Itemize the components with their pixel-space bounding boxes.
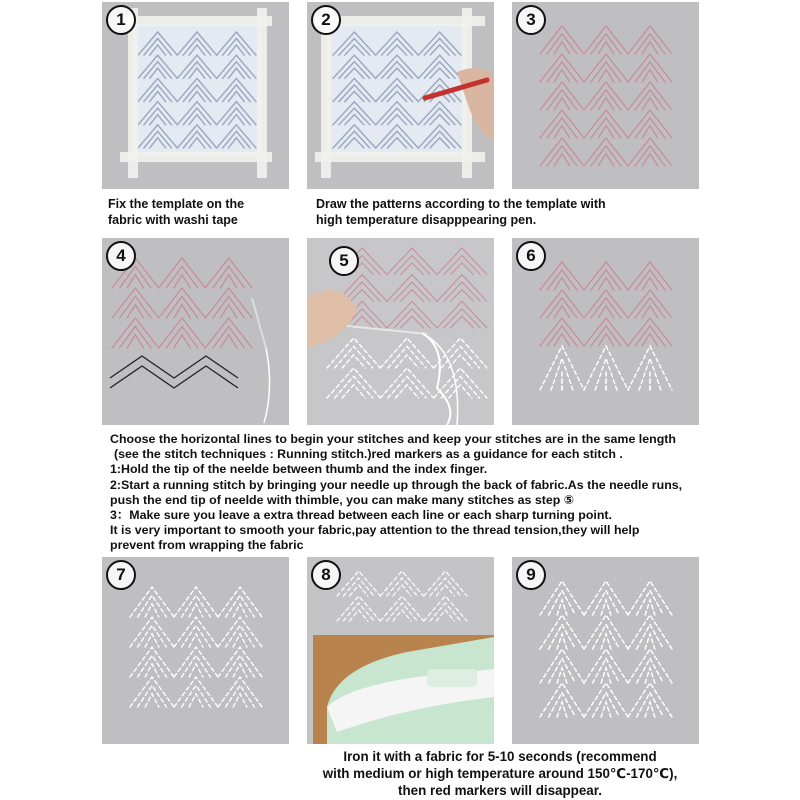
- step-number-1: 1: [106, 5, 136, 35]
- washi-tape: [315, 152, 485, 162]
- instruction-line: 3：Make sure you leave a extra thread between each line or each sharp turning point.: [110, 508, 612, 523]
- step-1-photo: [102, 2, 289, 189]
- step-2-caption: [316, 196, 606, 228]
- step-number-7: 7: [106, 560, 136, 590]
- step-7-photo: [102, 557, 289, 744]
- instruction-line: 1:Hold the tip of the neelde between thumb and the index finger.: [110, 462, 488, 477]
- step-4-photo: [102, 238, 289, 425]
- stencil-template: [132, 24, 262, 156]
- washi-tape: [257, 8, 267, 178]
- step-number-3: 3: [516, 5, 546, 35]
- step-9-photo: [512, 557, 699, 744]
- step-8-photo: [307, 557, 494, 744]
- instruction-line: (see the stitch techniques : Running stitch.)red markers as a guidance for each stitch .: [114, 447, 623, 462]
- instruction-line: push the end tip of neelde with thimble, you can make many stitches as step ⑤: [110, 492, 575, 507]
- step-number-6: 6: [516, 241, 546, 271]
- step-number-8: 8: [311, 560, 341, 590]
- ironing-note-line-1: Iron it with a fabric for 5-10 seconds (recommend: [343, 749, 657, 764]
- step-1-caption-line-1: Fix the template on the: [108, 197, 245, 211]
- step-3-photo: [512, 2, 699, 189]
- step-2-caption-line-1: Draw the patterns according to the template with: [316, 197, 606, 211]
- ironing-note: [300, 748, 700, 799]
- instruction-line: 2:Start a running stitch by bringing your needle up through the back of fabric.As the needle runs,: [110, 477, 683, 492]
- ironing-note-line-2: with medium or high temperature around 150℃-170℃),: [322, 766, 678, 781]
- iron-control: [427, 669, 477, 687]
- washi-tape: [120, 152, 272, 162]
- step-number-4: 4: [106, 241, 136, 271]
- step-number-9: 9: [516, 560, 546, 590]
- stitching-instructions: [110, 432, 700, 554]
- instruction-line: Choose the horizontal lines to begin your stitches and keep your stitches are in the same length: [110, 432, 676, 446]
- step-5-photo: [307, 238, 494, 425]
- step-6-photo: [512, 238, 699, 425]
- instruction-line: It is very important to smooth your fabric,pay attention to the thread tension,they will help: [110, 523, 640, 538]
- instruction-line: prevent from wrapping the fabric: [110, 538, 304, 553]
- step-number-5: 5: [329, 246, 359, 276]
- step-2-caption-line-2: high temperature disapppearing pen.: [316, 213, 537, 227]
- ironing-note-line-3: then red markers will disappear.: [398, 783, 602, 798]
- step-1-caption: [108, 196, 244, 228]
- step-1-caption-line-2: fabric with washi tape: [108, 213, 238, 227]
- step-2-photo: [307, 2, 494, 189]
- step-number-2: 2: [311, 5, 341, 35]
- washi-tape: [128, 8, 138, 178]
- washi-tape: [120, 16, 272, 26]
